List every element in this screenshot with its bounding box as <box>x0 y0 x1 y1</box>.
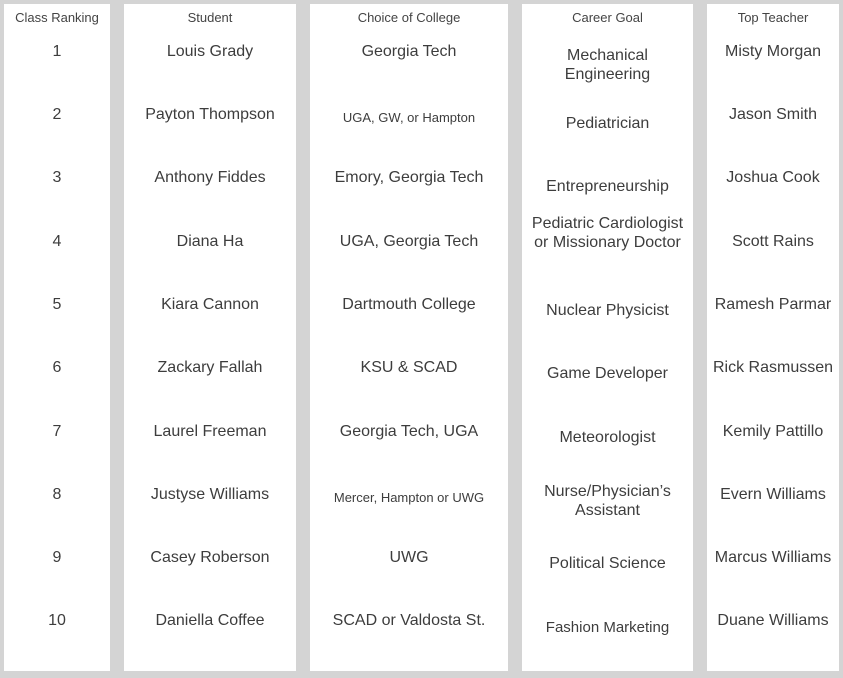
rank-cell: 6 <box>52 359 62 376</box>
column-class-ranking <box>4 4 110 671</box>
teacher-cell: Evern Williams <box>720 486 826 503</box>
header-class-ranking: Class Ranking <box>15 10 99 25</box>
college-cell: Georgia Tech <box>361 43 457 60</box>
college-cell: UGA, Georgia Tech <box>339 233 479 250</box>
college-cell: Dartmouth College <box>342 296 476 313</box>
column-choice-of-college <box>310 4 508 671</box>
column-student <box>124 4 296 671</box>
student-cell: Casey Roberson <box>150 549 270 566</box>
student-cell: Anthony Fiddes <box>154 169 266 186</box>
student-cell: Laurel Freeman <box>153 423 267 440</box>
college-cell: UGA, GW, or Hampton <box>342 110 476 125</box>
career-cell: Meteorologist <box>559 429 656 446</box>
career-cell: Nuclear Physicist <box>546 302 669 319</box>
teacher-cell: Kemily Pattillo <box>722 423 824 440</box>
column-top-teacher <box>707 4 839 671</box>
teacher-cell: Rick Rasmussen <box>712 359 834 376</box>
rank-cell: 1 <box>52 43 62 60</box>
rank-cell: 10 <box>48 612 66 629</box>
header-career-goal: Career Goal <box>572 10 643 25</box>
career-cell: Entrepreneurship <box>546 178 669 195</box>
teacher-cell: Joshua Cook <box>726 169 820 186</box>
rank-cell: 8 <box>52 486 62 503</box>
career-cell: Nurse/Physician’s Assistant <box>544 483 671 519</box>
college-cell: Mercer, Hampton or UWG <box>333 490 485 505</box>
career-cell: Pediatrician <box>565 115 650 132</box>
header-choice-of-college: Choice of College <box>357 10 461 25</box>
career-cell: Pediatric Cardiologist or Missionary Doctor <box>531 215 684 251</box>
student-cell: Kiara Cannon <box>161 296 259 313</box>
teacher-cell: Scott Rains <box>732 233 814 250</box>
rank-cell: 4 <box>52 233 62 250</box>
header-student: Student <box>187 10 233 25</box>
student-cell: Louis Grady <box>166 43 254 60</box>
career-cell: Game Developer <box>547 365 668 382</box>
rank-cell: 7 <box>52 423 62 440</box>
career-cell: Political Science <box>549 555 666 572</box>
college-cell: Georgia Tech, UGA <box>339 423 479 440</box>
teacher-cell: Duane Williams <box>717 612 829 629</box>
teacher-cell: Misty Morgan <box>724 43 822 60</box>
student-cell: Diana Ha <box>176 233 244 250</box>
career-cell: Mechanical Engineering <box>564 47 651 83</box>
student-cell: Justyse Williams <box>150 486 270 503</box>
teacher-cell: Jason Smith <box>728 106 818 123</box>
student-cell: Zackary Fallah <box>157 359 263 376</box>
teacher-cell: Ramesh Parmar <box>714 296 832 313</box>
student-cell: Daniella Coffee <box>155 612 265 629</box>
header-top-teacher: Top Teacher <box>737 10 809 25</box>
rank-cell: 9 <box>52 549 62 566</box>
career-cell: Fashion Marketing <box>545 619 670 636</box>
college-cell: KSU & SCAD <box>360 359 458 376</box>
college-cell: SCAD or Valdosta St. <box>332 612 486 629</box>
column-career-goal <box>522 4 693 671</box>
teacher-cell: Marcus Williams <box>714 549 832 566</box>
college-cell: Emory, Georgia Tech <box>334 169 484 186</box>
rank-cell: 3 <box>52 169 62 186</box>
rank-cell: 5 <box>52 296 62 313</box>
student-cell: Payton Thompson <box>145 106 275 123</box>
rank-cell: 2 <box>52 106 62 123</box>
college-cell: UWG <box>389 549 429 566</box>
